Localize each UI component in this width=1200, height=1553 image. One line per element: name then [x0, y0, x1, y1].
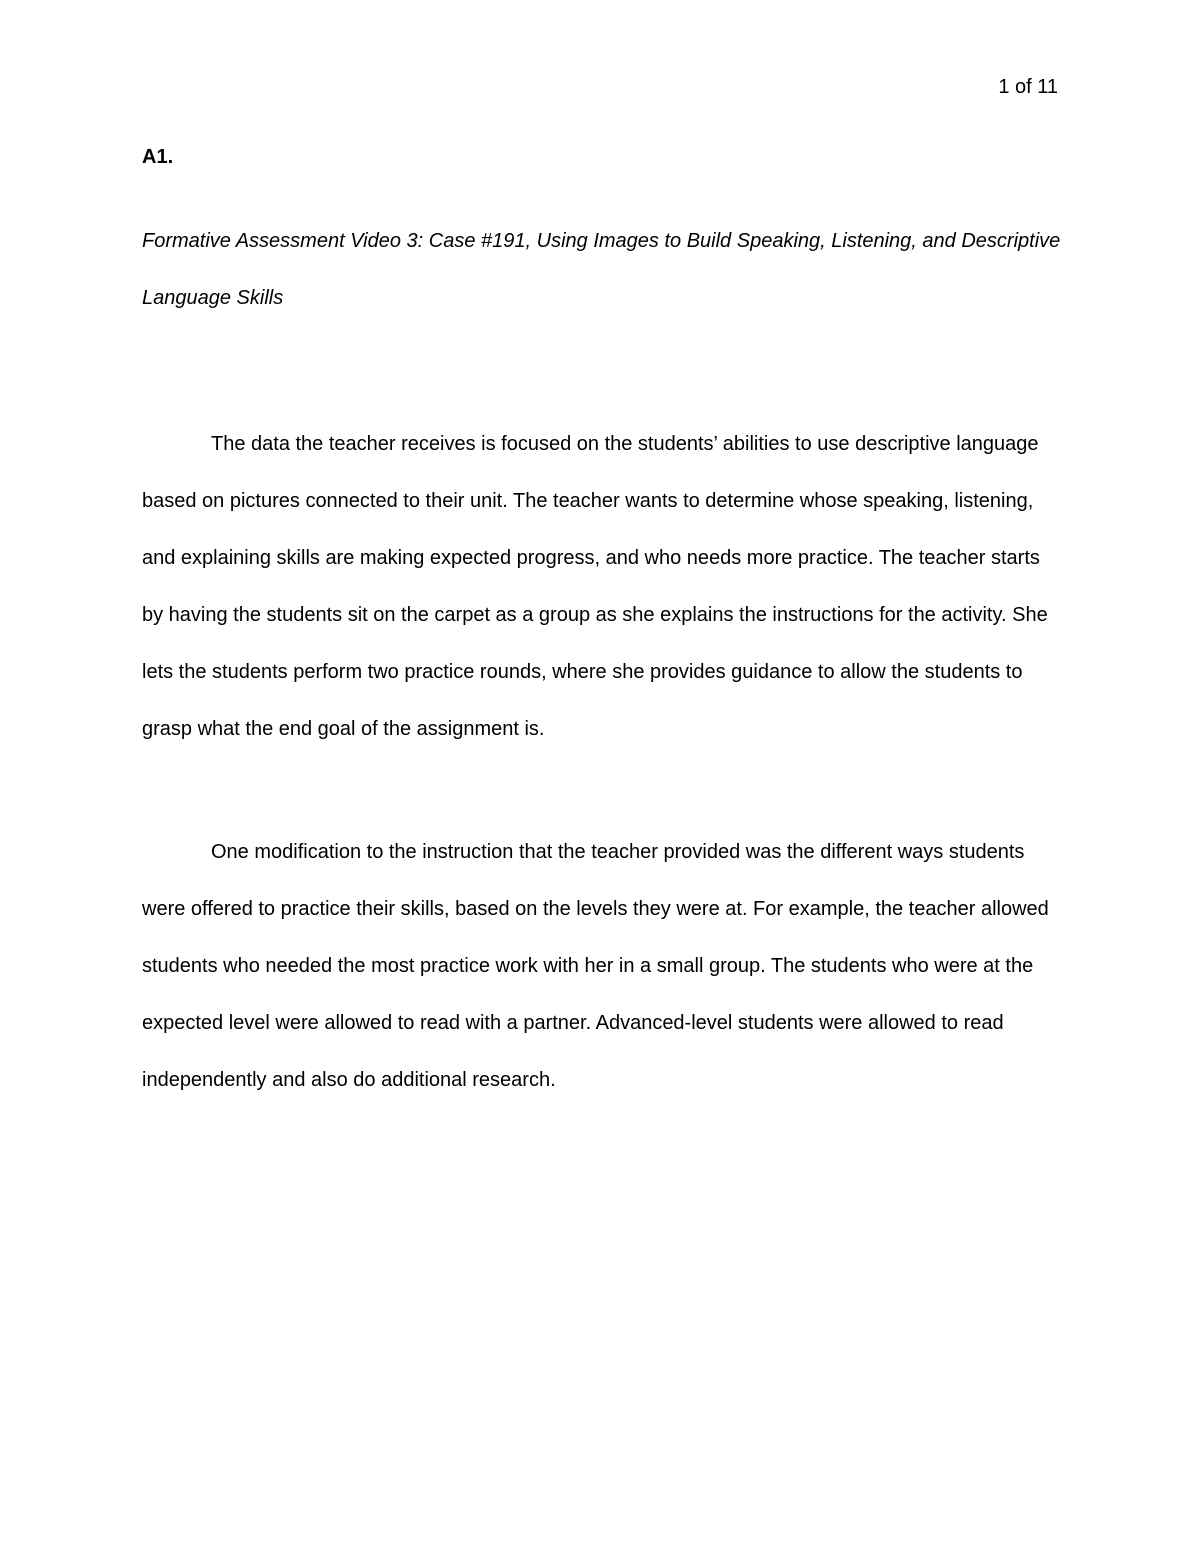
body-paragraph-2: One modification to the instruction that the teacher provided was the different ways students were offered to practice their skills, based on the levels they were at. For example, the teacher allowed students who needed the most practice work with her in a small group. The students who were at the expected level were allowed to read with a partner. Advanced-level students were allowed to read independently and also do additional research.: [142, 841, 1049, 1091]
section-heading: A1.: [142, 146, 174, 168]
page-number: 1 of 11: [998, 76, 1058, 98]
body-paragraph-1: The data the teacher receives is focused on the students’ abilities to use descriptive language based on pictures connected to their unit. The teacher wants to determine whose speaking, listening, and explaining skills are making expected progress, and who needs more practice. The teacher starts by having the students sit on the carpet as a group as she explains the instructions for the activity. She lets the students perform two practice rounds, where she provides guidance to allow the students to grasp what the end goal of the assignment is.: [142, 433, 1048, 740]
document-title: Formative Assessment Video 3: Case #191, Using Images to Build Speaking, Listening, and Descriptive Language Skills: [142, 230, 1061, 309]
